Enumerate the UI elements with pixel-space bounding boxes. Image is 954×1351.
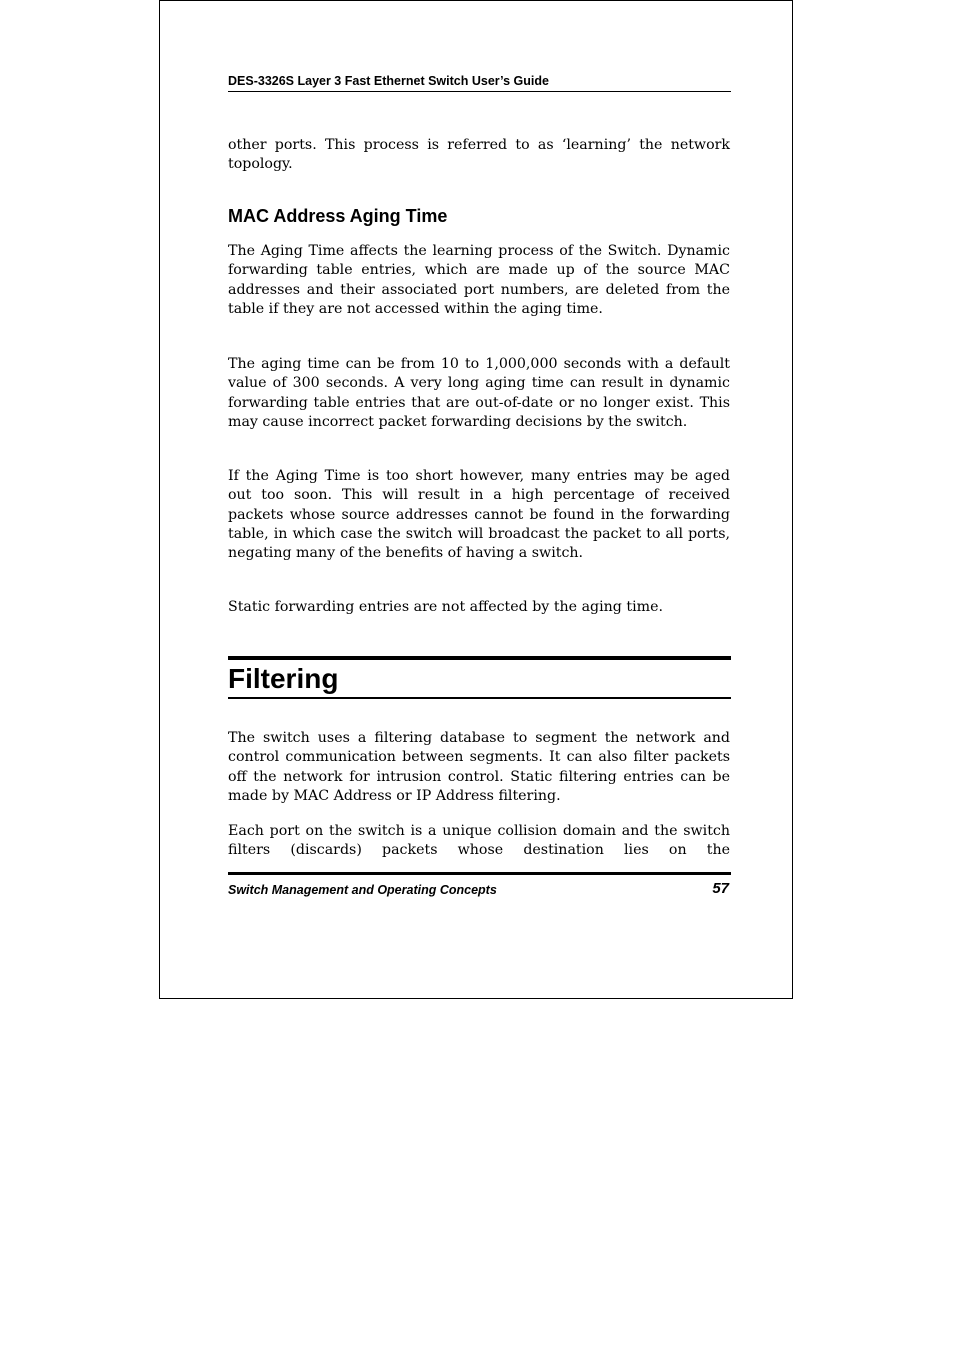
paragraph-text: Static forwarding entries are not affected by the aging time. bbox=[228, 599, 663, 615]
paragraph-filter-1 bbox=[228, 729, 730, 806]
paragraph-aging-1 bbox=[228, 242, 730, 319]
section-heading: MAC Address Aging Time bbox=[228, 206, 448, 226]
paragraph-text: The aging time can be from 10 to 1,000,000 seconds with a default value of 300 seconds. A very long aging time can result in dynamic forwarding table entries that are out-of-date or no longer exist. This may cause incorrect packet forwarding decisions by the switch. bbox=[228, 356, 730, 430]
paragraph-continuation bbox=[228, 136, 730, 175]
paragraph-text: Each port on the switch is a unique collision domain and the switch filters (discards) packets whose destination lies on the bbox=[228, 823, 730, 859]
footer-title: Switch Management and Operating Concepts bbox=[228, 883, 497, 897]
paragraph-aging-4 bbox=[228, 598, 730, 617]
paragraph-aging-2 bbox=[228, 355, 730, 432]
paragraph-aging-3 bbox=[228, 467, 730, 563]
paragraph-text: The switch uses a filtering database to segment the network and control communication between segments. It can also filter packets off the network for intrusion control. Static filtering entries can be made by MAC Address or IP Address filtering. bbox=[228, 730, 730, 804]
paragraph-filter-2 bbox=[228, 822, 730, 861]
page-number: 57 bbox=[712, 880, 729, 897]
chapter-heading: Filtering bbox=[228, 656, 731, 699]
paragraph-text: The Aging Time affects the learning process of the Switch. Dynamic forwarding table entries, which are made up of the source MAC addresses and their associated port numbers, are deleted from the table if they are not accessed within the aging time. bbox=[228, 243, 730, 317]
paragraph-text: If the Aging Time is too short however, many entries may be aged out too soon. This will result in a high percentage of received packets whose source addresses cannot be found in the forwarding table, in which case the switch will broadcast the packet to all ports, negating many of the benefits of having a switch. bbox=[228, 468, 730, 562]
running-footer bbox=[228, 872, 731, 898]
paragraph-text: other ports. This process is referred to as ‘learning’ the network topology. bbox=[228, 137, 730, 173]
running-header: DES-3326S Layer 3 Fast Ethernet Switch User’s Guide bbox=[228, 74, 731, 92]
